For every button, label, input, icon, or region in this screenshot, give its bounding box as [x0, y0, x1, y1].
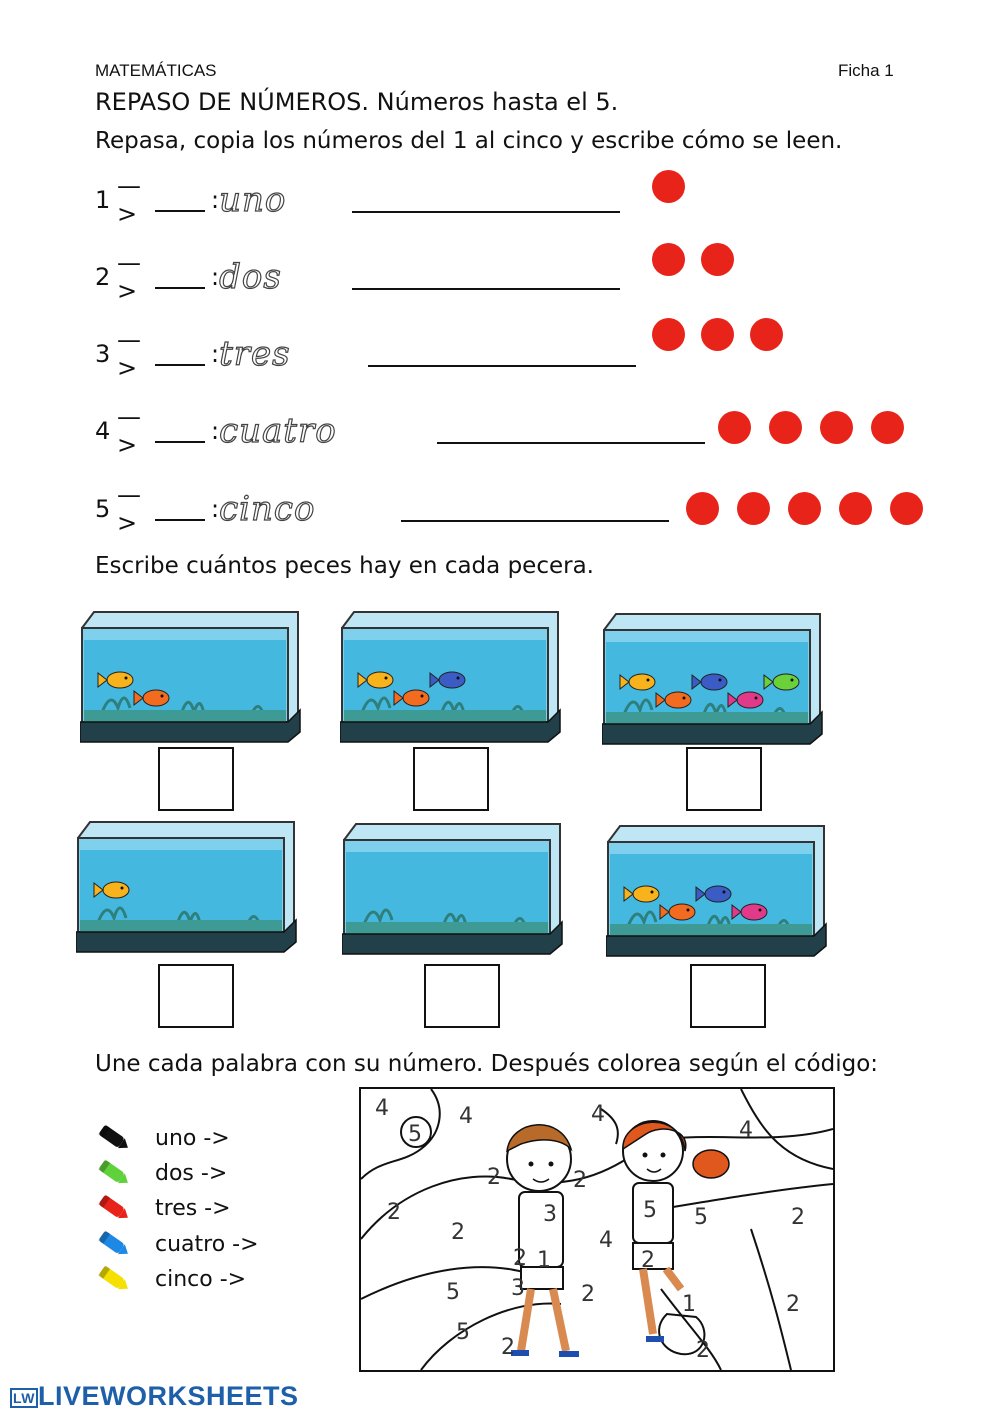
traced-word: dos [219, 257, 282, 297]
row-colon: : [211, 263, 220, 291]
counting-dot [871, 411, 904, 444]
region-number: 5 [408, 1122, 422, 1147]
green-crayon-icon [95, 1157, 133, 1189]
counting-dot [686, 492, 719, 525]
copy-number-input[interactable] [155, 497, 205, 521]
region-number: 4 [459, 1104, 473, 1129]
counting-dot [769, 411, 802, 444]
counting-dot [737, 492, 770, 525]
counting-dot [701, 318, 734, 351]
region-number: 1 [537, 1248, 551, 1273]
traced-word: cinco [219, 489, 316, 529]
region-number: 2 [791, 1205, 805, 1230]
row-colon: : [211, 186, 220, 214]
legend-item [95, 1122, 230, 1154]
number-row-5 [95, 481, 379, 537]
coloring-regions [361, 1089, 833, 1370]
brand-logo[interactable] [10, 1381, 299, 1412]
subject-label: MATEMÁTICAS [95, 61, 217, 80]
brand-mark: LW [10, 1388, 38, 1408]
region-number: 2 [641, 1248, 655, 1273]
region-number: 2 [451, 1220, 465, 1245]
number-row-4 [95, 403, 419, 459]
traced-word: cuatro [219, 411, 337, 451]
legend-label: uno -> [155, 1125, 230, 1151]
traced-word: uno [219, 180, 287, 220]
row-colon: : [211, 340, 220, 368]
row-arrow: —> [117, 403, 141, 459]
legend-label: tres -> [155, 1195, 231, 1221]
fish-count-input[interactable] [686, 747, 762, 811]
counting-dot [750, 318, 783, 351]
row-number: 4 [95, 417, 111, 445]
region-number: 2 [696, 1338, 710, 1363]
aquarium-6 [606, 824, 828, 958]
aquarium-5 [342, 822, 564, 956]
aquarium-4 [76, 820, 298, 954]
region-number: 4 [375, 1096, 389, 1121]
counting-dot [718, 411, 751, 444]
region-number: 4 [739, 1118, 753, 1143]
number-row-2 [95, 249, 334, 305]
row-number: 2 [95, 263, 111, 291]
write-word-input[interactable] [437, 442, 705, 444]
copy-number-input[interactable] [155, 188, 205, 212]
fish-count-input[interactable] [158, 964, 234, 1028]
write-word-input[interactable] [352, 211, 620, 213]
region-number: 2 [786, 1292, 800, 1317]
blue-crayon-icon [95, 1228, 133, 1260]
black-crayon-icon [95, 1122, 133, 1154]
row-colon: : [211, 417, 220, 445]
region-number: 5 [446, 1280, 460, 1305]
legend-item [95, 1157, 227, 1189]
instruction-2: Escribe cuántos peces hay en cada pecera. [95, 553, 594, 579]
legend-item [95, 1192, 231, 1224]
row-number: 1 [95, 186, 111, 214]
row-arrow: —> [117, 481, 141, 537]
write-word-input[interactable] [368, 365, 636, 367]
region-number: 2 [487, 1165, 501, 1190]
girl-figure [623, 1121, 729, 1339]
region-number: 2 [387, 1200, 401, 1225]
region-number: 5 [456, 1320, 470, 1345]
write-word-input[interactable] [401, 520, 669, 522]
legend-label: cinco -> [155, 1266, 247, 1292]
copy-number-input[interactable] [155, 419, 205, 443]
region-number: 4 [599, 1228, 613, 1253]
counting-dot [652, 170, 685, 203]
aquarium-2 [340, 610, 562, 744]
counting-dot [652, 243, 685, 276]
counting-dot [652, 318, 685, 351]
row-colon: : [211, 495, 220, 523]
brand-name: LIVEWORKSHEETS [38, 1381, 299, 1411]
aquarium-1 [80, 610, 302, 744]
legend-item [95, 1263, 246, 1295]
region-number: 3 [543, 1202, 557, 1227]
yellow-crayon-icon [95, 1263, 133, 1295]
region-number: 5 [694, 1205, 708, 1230]
number-row-3 [95, 326, 349, 382]
counting-dot [788, 492, 821, 525]
row-number: 3 [95, 340, 111, 368]
sheet-number: Ficha 1 [838, 61, 894, 80]
traced-word: tres [219, 334, 291, 374]
instruction-1: Repasa, copia los números del 1 al cinco y escribe cómo se leen. [95, 128, 843, 154]
fish-count-input[interactable] [158, 747, 234, 811]
counting-dot [701, 243, 734, 276]
counting-dot [890, 492, 923, 525]
region-number: 2 [501, 1335, 515, 1360]
counting-dot [839, 492, 872, 525]
region-number: 3 [511, 1276, 525, 1301]
fish-count-input[interactable] [690, 964, 766, 1028]
region-number: 2 [513, 1246, 527, 1271]
page-title: REPASO DE NÚMEROS. Números hasta el 5. [95, 88, 619, 116]
aquarium-3 [602, 612, 824, 746]
copy-number-input[interactable] [155, 265, 205, 289]
fish-count-input[interactable] [424, 964, 500, 1028]
region-number: 1 [682, 1292, 696, 1317]
instruction-3: Une cada palabra con su número. Después colorea según el código: [95, 1051, 879, 1077]
write-word-input[interactable] [352, 288, 620, 290]
boy-figure [507, 1125, 579, 1354]
copy-number-input[interactable] [155, 342, 205, 366]
number-row-1 [95, 172, 334, 228]
row-arrow: —> [117, 326, 141, 382]
legend-label: dos -> [155, 1160, 228, 1186]
red-crayon-icon [95, 1192, 133, 1224]
legend-item [95, 1228, 259, 1260]
row-number: 5 [95, 495, 111, 523]
coloring-picture[interactable] [359, 1087, 835, 1372]
row-arrow: —> [117, 249, 141, 305]
region-number: 2 [573, 1168, 587, 1193]
region-number: 2 [581, 1282, 595, 1307]
row-arrow: —> [117, 172, 141, 228]
fish-count-input[interactable] [413, 747, 489, 811]
region-number: 4 [591, 1102, 605, 1127]
region-number: 5 [643, 1198, 657, 1223]
legend-label: cuatro -> [155, 1231, 259, 1257]
counting-dot [820, 411, 853, 444]
